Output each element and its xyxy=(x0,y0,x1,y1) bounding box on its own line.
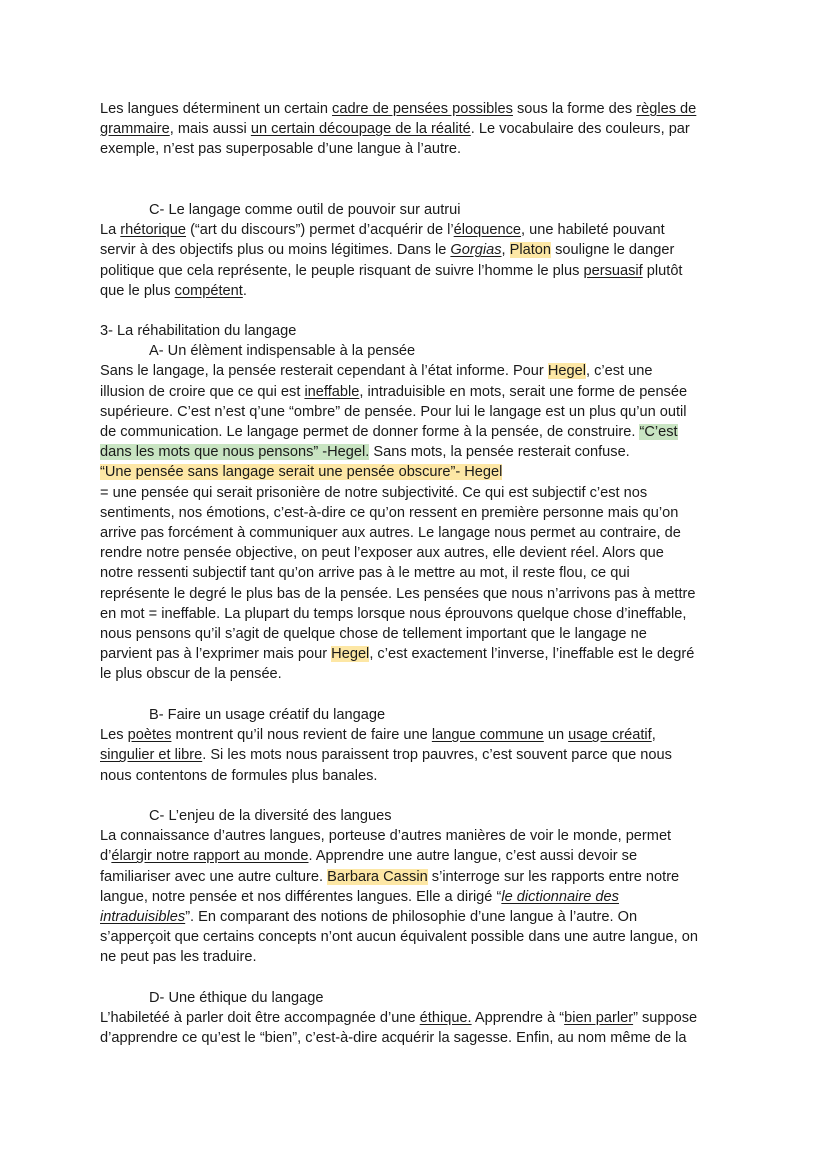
text-line: singulier et libre. Si les mots nous paraissent trop pauvres, c’est souvent parce que nous xyxy=(100,747,672,764)
highlight-quote-yellow: “Une pensée sans langage serait une pensée obscure”- Hegel xyxy=(100,464,503,481)
text-line: représente le degré le plus bas de la pensée. Les pensées que nous n’arrivons pas à mettre xyxy=(100,585,696,602)
text-line: familiariser avec une autre culture. Barbara Cassin s’interroge sur les rapports entre notre xyxy=(100,868,680,885)
highlight-quote-green: dans les mots que nous pensons” -Hegel. xyxy=(100,444,370,461)
intro-paragraph xyxy=(100,99,728,160)
highlight-quote-green: “C’est xyxy=(639,424,678,441)
text-line: La rhétorique (“art du discours”) permet d’acquérir de l’éloquence, une habileté pouvant xyxy=(100,222,665,239)
text-line: notre ressenti subjectif tant qu’on arrive pas à le mettre au mot, il reste flou, ce qui xyxy=(100,565,630,582)
text-line: sentiments, nos émotions, c’est-à-dire ce qu’on ressent en première personne mais qu’on xyxy=(100,504,679,521)
section-c-diversite xyxy=(100,806,728,968)
text-line: La connaissance d’autres langues, porteuse d’autres manières de voir le monde, permet xyxy=(100,828,672,845)
section-b-usage-creatif xyxy=(100,705,728,786)
text-line: d’élargir notre rapport au monde. Apprendre une autre langue, c’est aussi devoir se xyxy=(100,848,638,865)
text-line: Sans le langage, la pensée resterait cependant à l’état informe. Pour Hegel, c’est une xyxy=(100,363,653,380)
highlight-hegel: Hegel xyxy=(331,646,370,663)
text-line: en mot = ineffable. La plupart du temps lorsque nous éprouvons quelque chose d’ineffable, xyxy=(100,605,687,622)
section-d-ethique xyxy=(100,988,728,1049)
text-line: le plus obscur de la pensée. xyxy=(100,666,282,683)
subsection-heading: D- Une éthique du langage xyxy=(149,990,324,1006)
subsection-heading: B- Faire un usage créatif du langage xyxy=(149,707,386,723)
text-line: arrive pas forcément à communiquer aux autres. Le langage nous permet au contraire, de xyxy=(100,525,681,542)
section-heading: 3- La réhabilitation du langage xyxy=(100,323,297,339)
text-line: exemple, n’est pas superposable d’une langue à l’autre. xyxy=(100,141,462,158)
text-line: servir à des objectifs plus ou moins légitimes. Dans le Gorgias, Platon souligne le danger xyxy=(100,242,675,259)
text-line: d’apprendre ce qu’est le “bien”, c’est-à-dire acquérir la sagesse. Enfin, au nom même de la xyxy=(100,1030,687,1047)
text-line: intraduisibles”. En comparant des notions de philosophie d’une langue à l’autre. On xyxy=(100,909,638,926)
text-line: nous pensons qu’il s’agit de quelque chose de tellement important que le langage ne xyxy=(100,626,647,643)
section-heading: C- Le langage comme outil de pouvoir sur autrui xyxy=(149,202,461,218)
text-line: de communication. Le langage permet de donner forme à la pensée, de construire. “C’est xyxy=(100,424,678,441)
section-3-rehabilitation xyxy=(100,321,728,685)
text-line: dans les mots que nous pensons” -Hegel. Sans mots, la pensée resterait confuse. xyxy=(100,444,630,461)
text-line: illusion de croire que ce qui est ineffable, intraduisible en mots, serait une forme de pensée xyxy=(100,383,688,400)
section-c-pouvoir xyxy=(100,200,728,301)
highlight-platon: Platon xyxy=(509,242,552,259)
text-line: que le plus compétent. xyxy=(100,282,247,299)
text-line: = une pensée qui serait prisonière de notre subjectivité. Ce qui est subjectif c’est nos xyxy=(100,484,648,501)
text-line: langue, notre pensée et nos différentes langues. Elle a dirigé “le dictionnaire des xyxy=(100,888,619,905)
text-line xyxy=(100,462,728,482)
text-line: Les langues déterminent un certain cadre de pensées possibles sous la forme des règles de xyxy=(100,101,697,117)
text-line: rendre notre pensée objective, on peut l’exposer aux autres, elle devient réel. Alors que xyxy=(100,545,664,562)
text-line: grammaire, mais aussi un certain découpage de la réalité. Le vocabulaire des couleurs, par xyxy=(100,121,690,138)
subsection-heading: A- Un élèment indispensable à la pensée xyxy=(149,343,416,360)
text-line: nous contentons de formules plus banales. xyxy=(100,767,378,784)
text-line: s’apperçoit que certains concepts n’ont aucun équivalent possible dans une autre langue, on xyxy=(100,929,698,946)
text-line: Les poètes montrent qu’il nous revient de faire une langue commune un usage créatif, xyxy=(100,727,656,744)
text-line: politique que cela représente, le peuple risquant de suivre l’homme le plus persuasif plutôt xyxy=(100,262,683,279)
text-line: L’habiletéé à parler doit être accompagnée d’une éthique. Apprendre à “bien parler” suppose xyxy=(100,1010,698,1027)
highlight-barbara-cassin: Barbara Cassin xyxy=(327,868,428,885)
highlight-hegel: Hegel xyxy=(547,363,586,380)
text-line: supérieure. C’est n’est q’une “ombre” de pensée. Pour lui le langage est un plus qu’un outil xyxy=(100,403,687,420)
subsection-heading: C- L’enjeu de la diversité des langues xyxy=(149,808,392,824)
text-line: ne peut pas les traduire. xyxy=(100,949,257,966)
text-line: parvient pas à l’exprimer mais pour Hegel, c’est exactement l’inverse, l’ineffable est le degré xyxy=(100,646,695,663)
